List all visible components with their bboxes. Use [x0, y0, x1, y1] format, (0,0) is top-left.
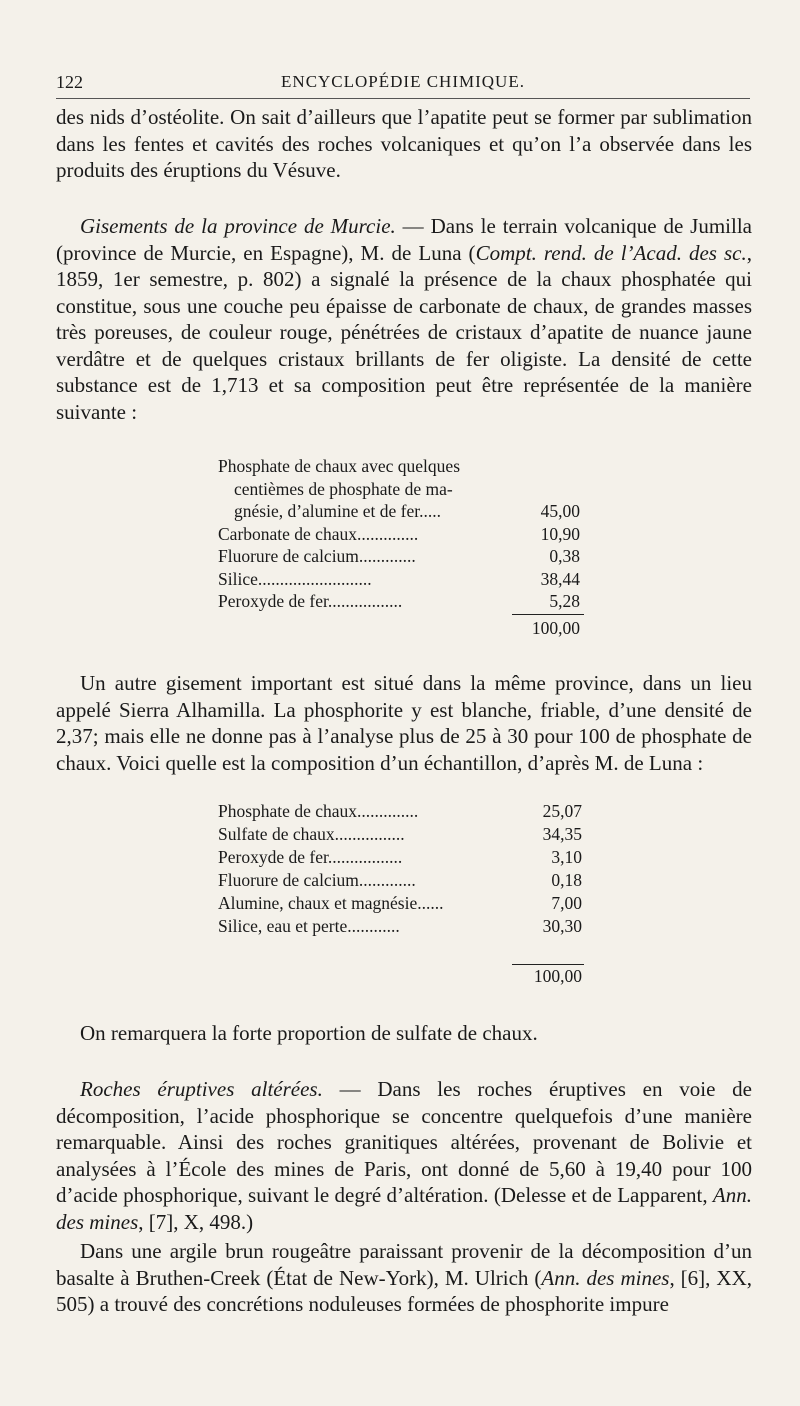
sum-rule — [512, 964, 584, 965]
component-value: 5,28 — [549, 591, 580, 611]
component-label: Fluorure de calcium............. — [218, 546, 416, 566]
component-label: Phosphate de chaux avec quelques — [218, 456, 461, 476]
paragraph-murcie — [56, 213, 752, 425]
table-row — [218, 455, 580, 478]
table-row — [218, 892, 582, 915]
table-row — [218, 523, 580, 546]
component-value: 25,07 — [542, 801, 582, 821]
component-value: 0,18 — [551, 870, 582, 890]
paragraph-apatite-sublimation: des nids d’ostéolite. On sait d’ailleurs que l’apatite peut se former par sublimation dans les fentes et cavités des roches volcaniques et qu’on l’a observée dans les produits des éruptions du Vésuve. — [56, 105, 752, 182]
sum-rule — [512, 614, 584, 615]
table-row — [218, 823, 582, 846]
section-heading-murcie: Gisements de la province de Murcie. — [80, 214, 396, 238]
table-row — [218, 545, 580, 568]
component-label: centièmes de phosphate de ma- — [234, 478, 453, 499]
component-label: Silice.......................... — [218, 568, 372, 589]
component-label: Fluorure de calcium............. — [218, 870, 416, 890]
table-row — [218, 568, 580, 591]
table-row — [218, 846, 582, 869]
table-row — [218, 590, 580, 613]
composition-table-alhamilla — [218, 800, 582, 938]
table-row — [218, 915, 582, 938]
component-value: 3,10 — [551, 847, 582, 867]
table-row — [218, 500, 580, 523]
paragraph-bruthen-creek — [56, 1238, 752, 1318]
component-value: 38,44 — [540, 568, 580, 589]
component-value: 10,90 — [540, 523, 580, 544]
table-row — [218, 869, 582, 892]
paragraph-sulfate-remark: On remarquera la forte proportion de sulfate de chaux. — [80, 1021, 538, 1045]
component-label: Alumine, chaux et magnésie...... — [218, 893, 444, 913]
page-number: 122 — [56, 72, 83, 92]
paragraph-sierra-alhamilla: Un autre gisement important est situé dans la même province, dans un lieu appelé Sierra Alhamilla. La phosphorite y est blanche, friable, d’une densité de 2,37; mais elle ne donne pas à l’analyse plus de 25 à 30 pour 100 de phosphate de chaux. Voici quelle est la composition d’un échantillon, d’après M. de Luna : — [56, 671, 752, 775]
citation: Ann. des mines — [541, 1265, 670, 1290]
table-total: 100,00 — [531, 618, 580, 638]
paragraph-text: — Dans les roches éruptives en voie de décomposition, l’acide phosphorique se concentre quelquefois d’une manière remarquable. Ainsi des roches granitiques altérées, provenant de Bolivie et analysées à l’École des mines de Paris, ont donné de 5,60 à 19,40 pour 100 d’acide phosphorique, suivant le degré d’altération. (Delesse et de Lapparent, — [56, 1077, 752, 1207]
component-label: gnésie, d’alumine et de fer..... — [234, 501, 442, 521]
paragraph-text: , [7], X, 498.) — [138, 1209, 254, 1234]
paragraph-text: , [6], XX, 505) a trouvé des concrétions noduleuses formées de phosphorite impure — [56, 1265, 752, 1316]
component-label: Peroxyde de fer................. — [218, 591, 403, 611]
component-value: 30,30 — [542, 916, 582, 936]
table-total: 100,00 — [533, 966, 582, 986]
page-header — [56, 72, 750, 96]
paragraph-roches-eruptives — [56, 1076, 752, 1235]
component-value: 45,00 — [540, 501, 580, 521]
table-row — [218, 478, 580, 501]
component-label: Sulfate de chaux................ — [218, 824, 405, 844]
table-row — [218, 800, 582, 823]
citation: Ann. des mines — [56, 1183, 752, 1234]
component-label: Silice, eau et perte............ — [218, 916, 400, 936]
component-value: 34,35 — [542, 824, 582, 844]
running-title: ENCYCLOPÉDIE CHIMIQUE. — [281, 72, 525, 91]
paragraph-text: , 1859, 1er semestre, p. 802) a signalé la présence de la chaux phosphatée qui constitue, sous une couche peu épaisse de carbonate de chaux, de grandes masses très poreuses, de couleur rouge, pénétrées de cristaux d’apatite de nuance jaune verdâtre et de quelques cristaux brillants de fer oligiste. La densité de cette substance est de 1,713 et sa composition peut être représentée de la manière suivante : — [56, 240, 752, 424]
component-value: 0,38 — [549, 546, 580, 566]
component-label: Carbonate de chaux.............. — [218, 523, 419, 544]
component-label: Peroxyde de fer................. — [218, 847, 403, 867]
section-heading-roches: Roches éruptives altérées. — [80, 1077, 323, 1101]
header-rule — [56, 98, 750, 99]
component-label: Phosphate de chaux.............. — [218, 801, 419, 821]
composition-table-jumilla — [218, 455, 580, 613]
component-value: 7,00 — [551, 893, 582, 913]
paragraph-text: — Dans le terrain volcanique de Jumilla (province de Murcie, en Espagne), M. de Luna ( — [56, 214, 752, 265]
citation: Compt. rend. de l’Acad. des sc. — [475, 240, 747, 265]
paragraph-text: Dans une argile brun rougeâtre paraissant provenir de la décomposition d’un basalte à Bruthen-Creek (État de New-York), M. Ulrich ( — [56, 1239, 752, 1290]
